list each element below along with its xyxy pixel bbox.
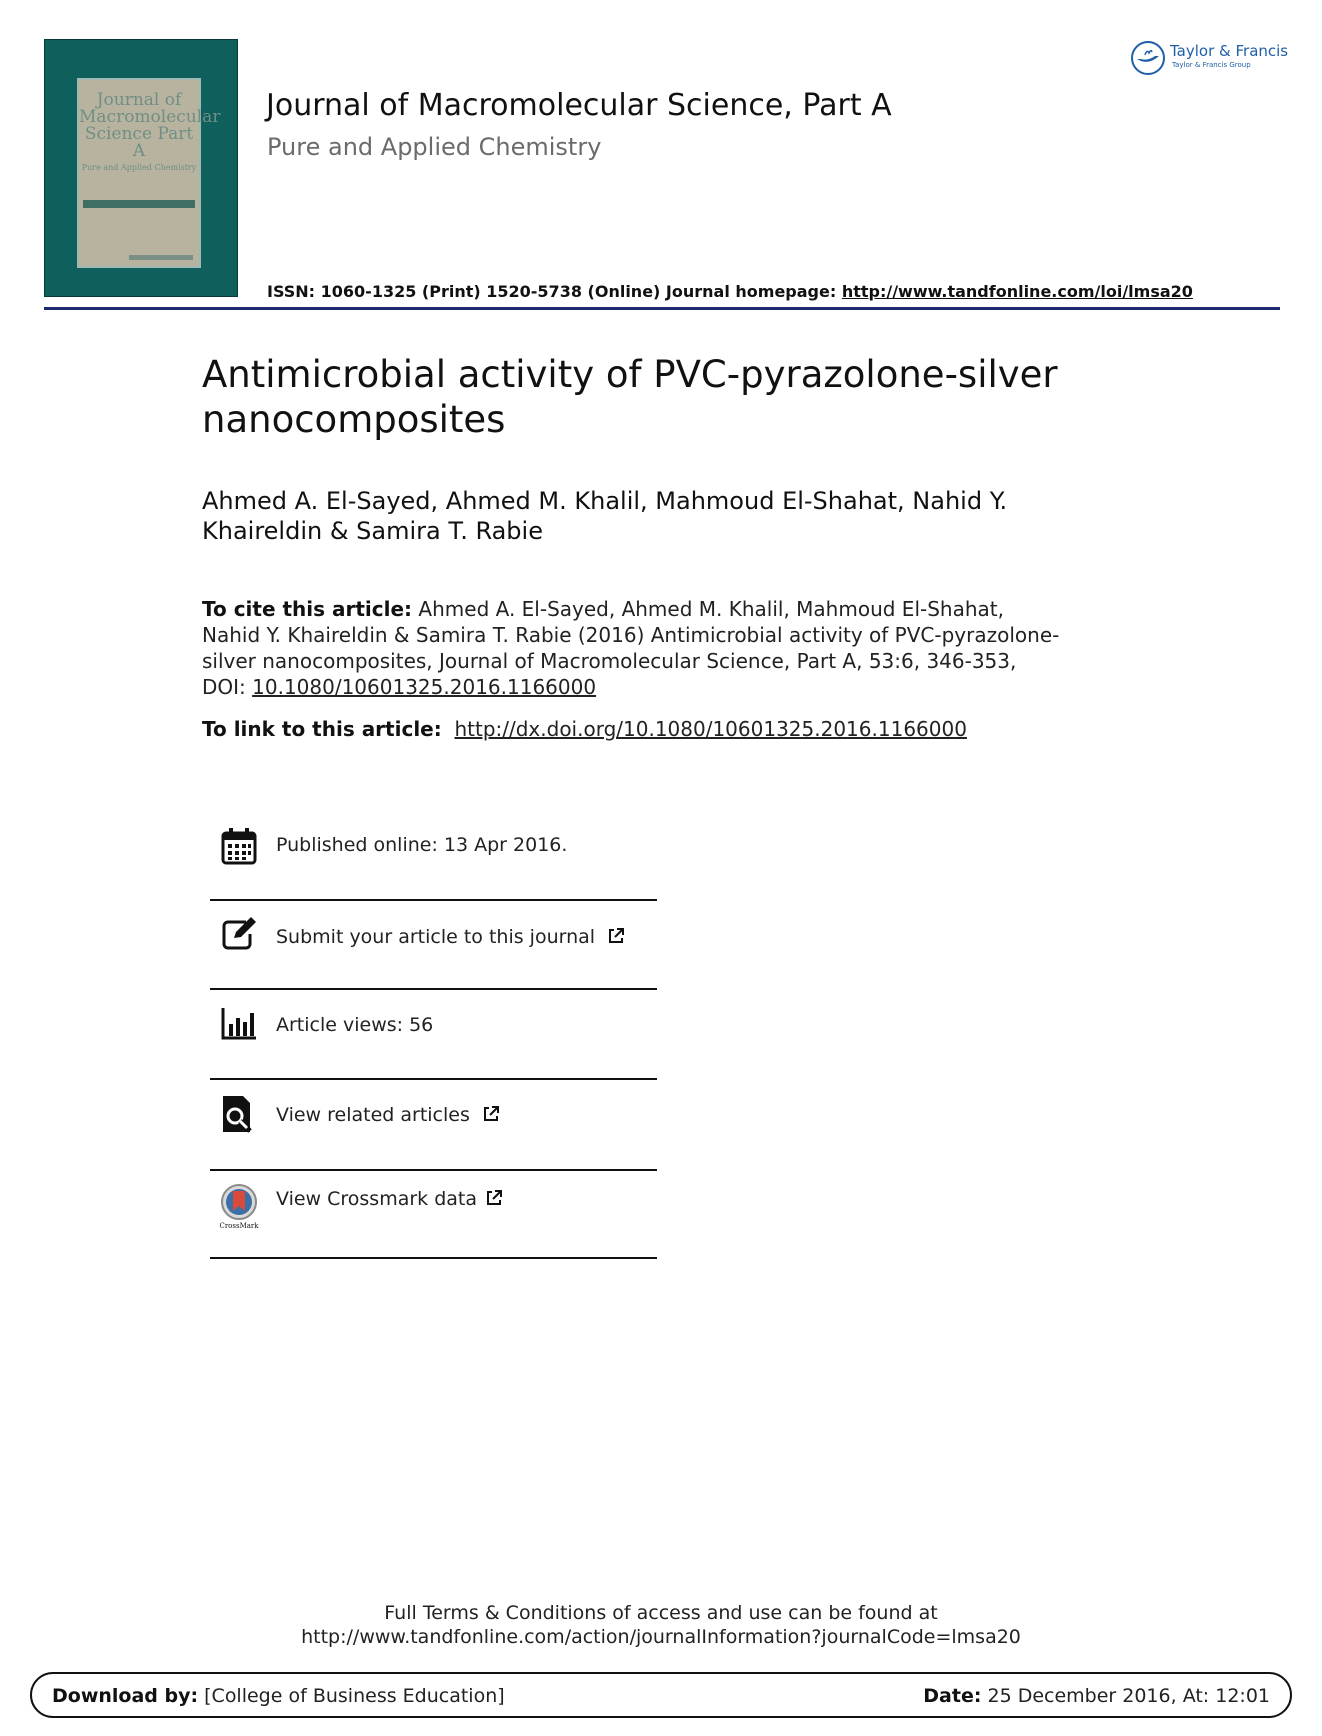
- publisher-logo[interactable]: [1130, 38, 1289, 78]
- journal-subtitle: Pure and Applied Chemistry: [267, 133, 602, 161]
- cover-subtitle: Pure and Applied Chemistry: [81, 163, 197, 172]
- cite-label: To cite this article:: [202, 597, 413, 621]
- bar-chart-icon: [220, 1004, 258, 1044]
- crossmark-link[interactable]: [276, 1188, 503, 1210]
- download-by: [52, 1685, 505, 1707]
- download-value: [College of Business Education]: [198, 1685, 505, 1707]
- search-document-icon: [220, 1094, 258, 1134]
- publisher-group: Taylor & Francis Group: [1172, 61, 1251, 69]
- info-divider: [210, 988, 657, 990]
- download-date: [923, 1685, 1270, 1707]
- info-divider: [210, 1078, 657, 1080]
- issn-text: ISSN: 1060-1325 (Print) 1520-5738 (Online) Journal homepage:: [267, 282, 842, 301]
- crossmark-icon-text: CrossMark: [219, 1222, 259, 1230]
- crossmark-row[interactable]: [210, 1174, 657, 1264]
- info-divider: [210, 899, 657, 901]
- journal-homepage-link[interactable]: http://www.tandfonline.com/loi/lmsa20: [841, 282, 1193, 301]
- publisher-lamp-icon: [1130, 40, 1166, 76]
- download-label: Download by:: [52, 1685, 199, 1707]
- crossmark-label: View Crossmark data: [276, 1188, 478, 1210]
- issn-line: [267, 282, 1193, 301]
- doi-link[interactable]: 10.1080/10601325.2016.1166000: [252, 675, 597, 699]
- publisher-name: Taylor & Francis: [1170, 42, 1289, 60]
- edit-icon: [220, 914, 258, 954]
- calendar-icon: [220, 826, 258, 866]
- download-info-bar: [30, 1672, 1292, 1718]
- submit-article-row[interactable]: [210, 906, 657, 996]
- date-value: 25 December 2016, At: 12:01: [981, 1685, 1270, 1707]
- info-divider: [210, 1257, 657, 1259]
- article-title: Antimicrobial activity of PVC-pyrazolone-silver nanocomposites: [202, 353, 1058, 441]
- cover-title: Journal of Macromolecular Science Part A: [79, 90, 221, 161]
- terms-notice: [0, 1601, 1322, 1649]
- related-articles-row[interactable]: [210, 1084, 657, 1174]
- external-link-icon: [485, 1189, 503, 1207]
- header-rule: [44, 307, 1280, 310]
- related-articles-label: View related articles: [276, 1104, 470, 1126]
- article-doi-url-link[interactable]: http://dx.doi.org/10.1080/10601325.2016.1166000: [454, 717, 967, 741]
- journal-cover-image: [44, 39, 238, 297]
- cover-band-bottom: [129, 255, 193, 260]
- published-online-label: Published online: 13 Apr 2016.: [276, 834, 568, 856]
- terms-line-1: Full Terms & Conditions of access and use can be found at: [384, 1602, 938, 1624]
- related-articles-link[interactable]: [276, 1104, 500, 1126]
- journal-title: Journal of Macromolecular Science, Part A: [266, 88, 892, 123]
- link-label: To link to this article:: [202, 717, 442, 741]
- cover-band: [83, 200, 195, 208]
- info-divider: [210, 1169, 657, 1171]
- submit-article-link[interactable]: [276, 926, 625, 948]
- crossmark-icon: [218, 1184, 260, 1230]
- published-online-row: [210, 818, 657, 908]
- submit-article-label: Submit your article to this journal: [276, 926, 596, 948]
- cover-panel: [77, 78, 221, 268]
- article-views-row: [210, 994, 657, 1084]
- terms-url[interactable]: http://www.tandfonline.com/action/journalInformation?journalCode=lmsa20: [301, 1626, 1021, 1648]
- date-label: Date:: [923, 1685, 982, 1707]
- external-link-icon: [482, 1105, 500, 1123]
- cite-text: Ahmed A. El-Sayed, Ahmed M. Khalil, Mahmoud El-Shahat, Nahid Y. Khaireldin & Samira T. Rabie (2016) Antimicrobial activity of PVC-pyrazolone-silver nanocomposites, Journal of Macromolecular Science, Part A, 53:6, 346-353, DOI:: [202, 597, 1060, 699]
- article-views-label: Article views: 56: [276, 1014, 434, 1036]
- external-link-icon: [607, 927, 625, 945]
- article-authors: Ahmed A. El-Sayed, Ahmed M. Khalil, Mahmoud El-Shahat, Nahid Y. Khaireldin & Samira T. Rabie: [202, 487, 1008, 545]
- article-link-line: [202, 717, 1102, 741]
- citation-block: [202, 596, 1062, 700]
